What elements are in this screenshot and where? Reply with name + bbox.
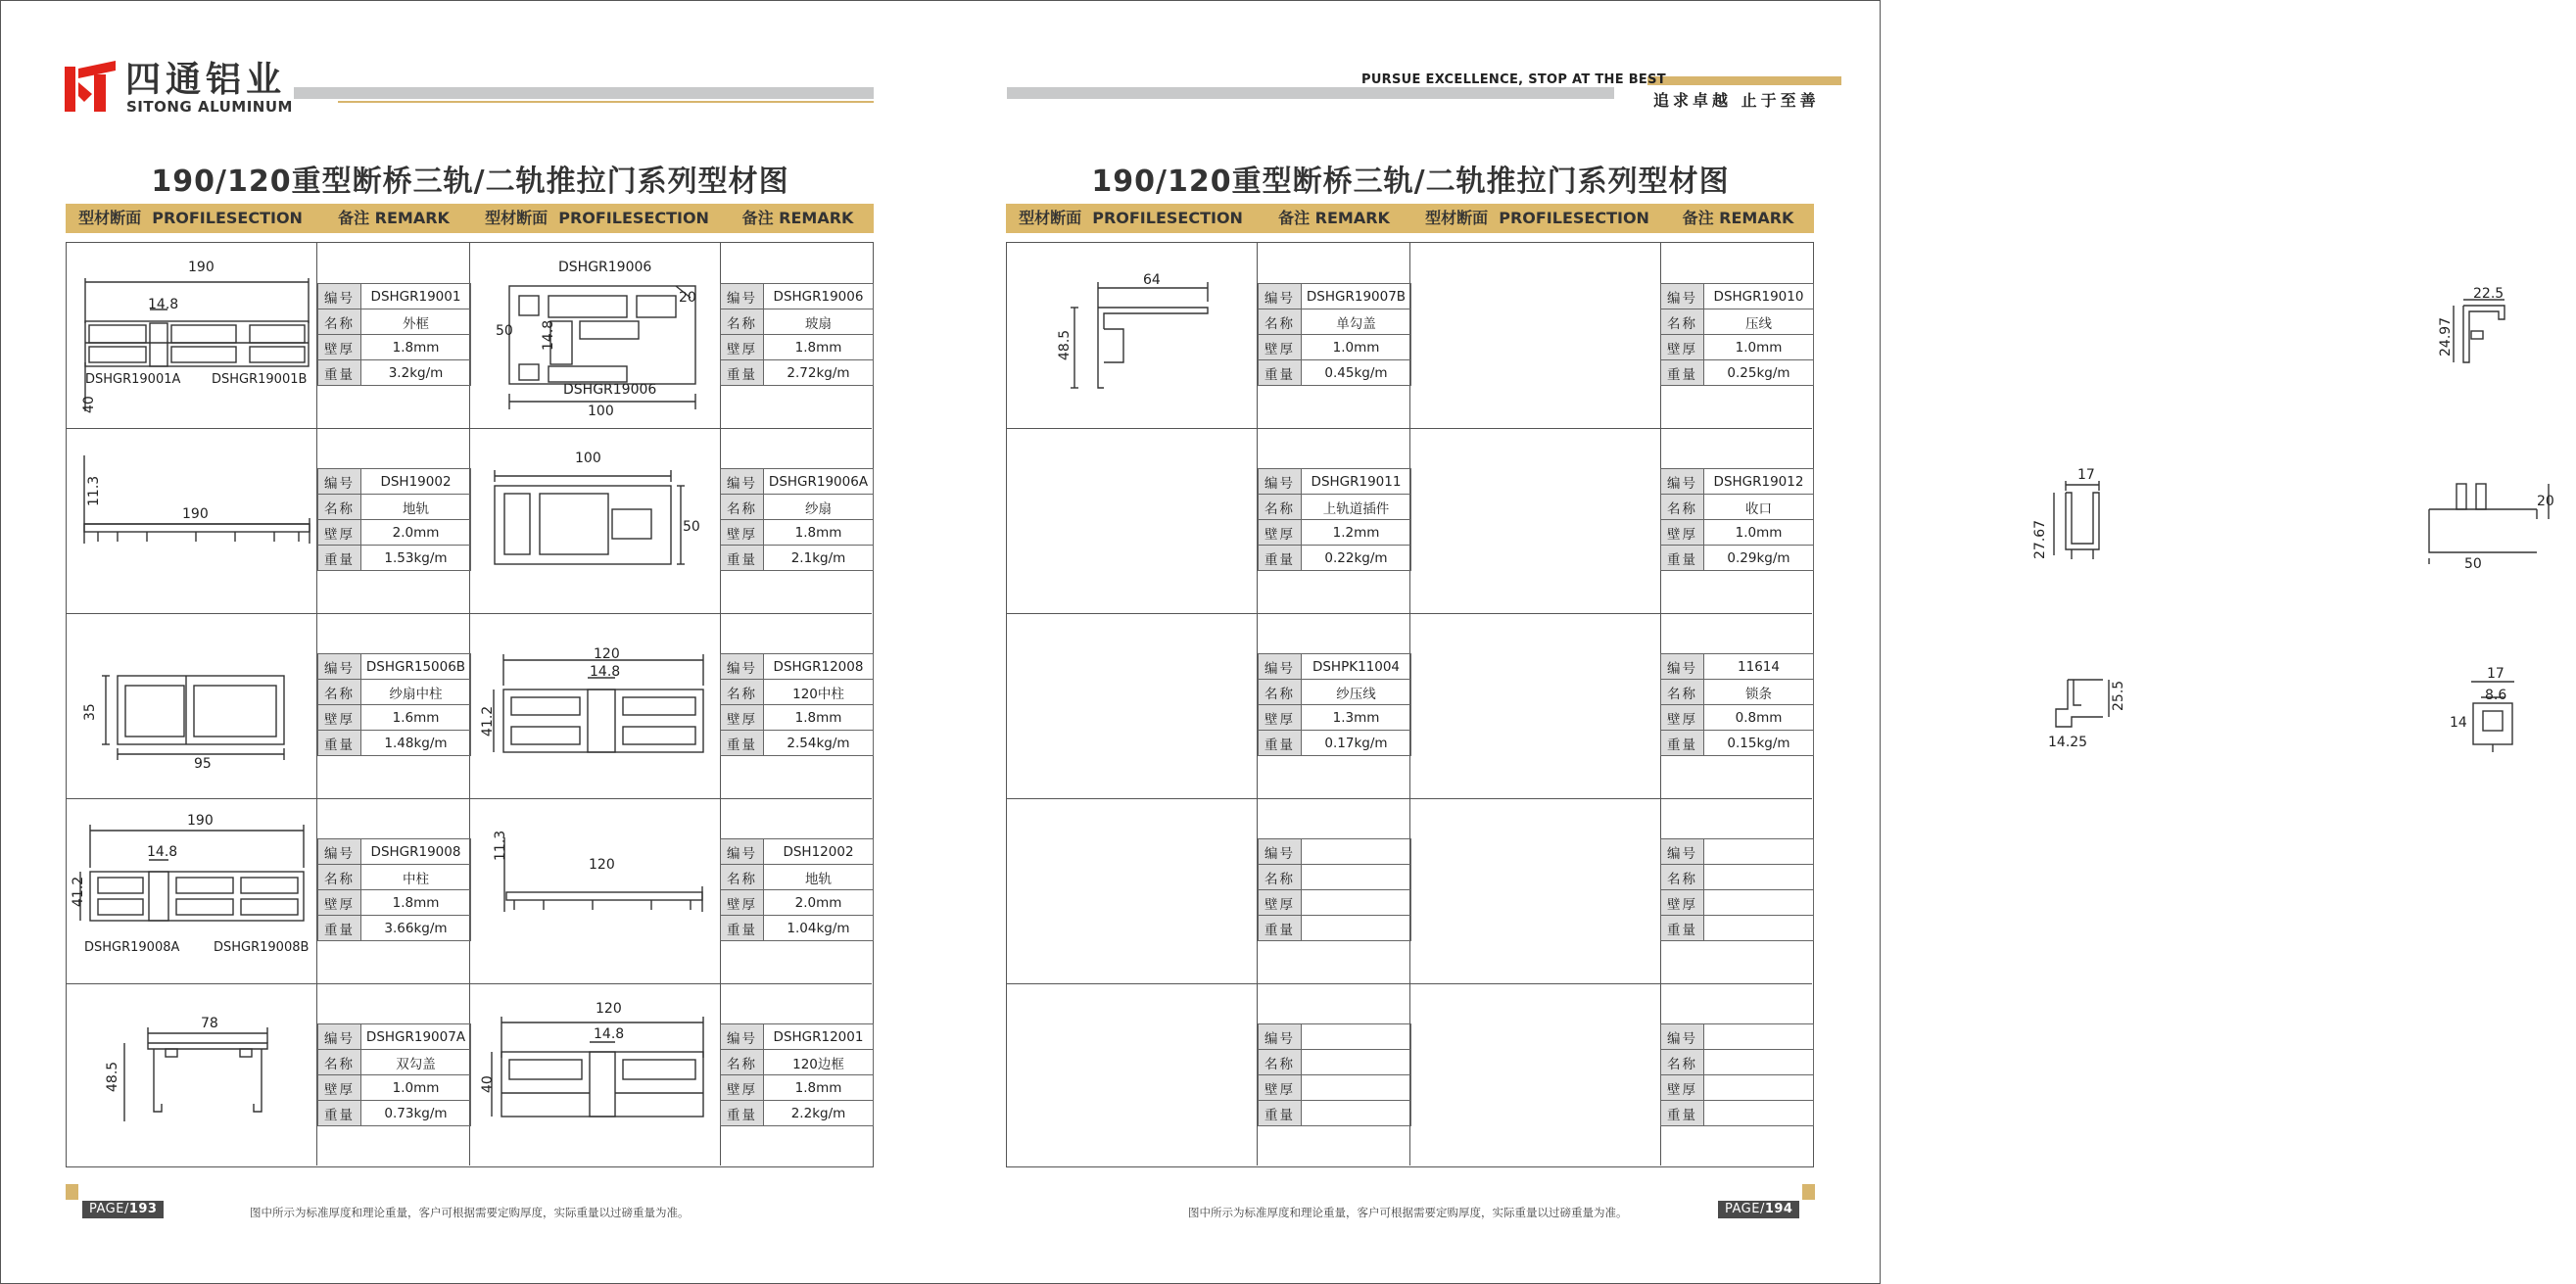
page-title: 190/120重型断桥三轨/二轨推拉门系列型材图 [1091, 165, 1730, 199]
dim-width: 64 [1143, 272, 1161, 288]
dim-height: 41.2 [480, 705, 496, 737]
dim-a: 14.8 [147, 844, 178, 860]
spec-table: 编号 名称 壁厚 重量 [1258, 1023, 1411, 1126]
spec-table: 编号 DSHPK11004 名称 纱压线 壁厚 1.3mm 重量 0.17kg/m [1258, 653, 1411, 756]
dim-height: 50 [496, 323, 513, 339]
spec-table: 编号 DSHGR19001 名称 外框 壁厚 1.8mm 重量 3.2kg/m [317, 283, 471, 386]
page-number: PAGE/193 [82, 1201, 164, 1218]
profile-drawing [69, 813, 313, 960]
header-gold-line [338, 101, 874, 103]
dim-height: 48.5 [1057, 329, 1073, 360]
dim-a: 14.8 [594, 1026, 625, 1042]
brand-name-en: SITONG ALUMINUM [126, 98, 293, 116]
label-a: DSHGR19008A [84, 940, 180, 955]
dim-height: 11.3 [86, 475, 102, 506]
corner-gold-square [66, 1184, 78, 1200]
footer-note: 图中所示为标准厚度和理论重量，客户可根据需要定购厚度，实际重量以过磅重量为准。 [250, 1206, 690, 1219]
table-header [1006, 204, 1814, 233]
spec-table: 编号 名称 壁厚 重量 [1660, 838, 1814, 941]
profile-drawing [78, 646, 313, 774]
dim-width: 120 [594, 646, 620, 662]
profile-drawing [1053, 272, 1219, 400]
corner-gold-square [1802, 1184, 1815, 1200]
profile-drawing [78, 446, 313, 553]
profile-drawing [2444, 664, 2552, 772]
page-number: PAGE/194 [1718, 1201, 1799, 1218]
spec-table: 编号 DSHGR19010 名称 压线 壁厚 1.0mm 重量 0.25kg/m [1660, 283, 1814, 386]
dim-bottom-label: DSHGR19006 [563, 382, 657, 398]
label-a: DSHGR19001A [85, 372, 181, 387]
slogan-en: PURSUE EXCELLENCE, STOP AT THE BEST [1361, 72, 1666, 87]
profile-drawing [490, 257, 705, 423]
dim-a: 14.8 [148, 297, 179, 312]
dim-width: 17 [2077, 467, 2095, 483]
spec-table: 编号 11614 名称 锁条 壁厚 0.8mm 重量 0.15kg/m [1660, 653, 1814, 756]
header-remark: 备注 REMARK [741, 209, 854, 227]
sitong-logo-icon [65, 61, 116, 112]
spec-table: 编号 DSHGR19008 名称 中柱 壁厚 1.8mm 重量 3.66kg/m [317, 838, 471, 941]
brand-name-cn: 四通铝业 [125, 60, 287, 100]
table-header [66, 204, 874, 233]
profile-drawing [485, 828, 710, 926]
dim-height: 48.5 [105, 1061, 120, 1092]
spec-table: 编号 名称 壁厚 重量 [1660, 1023, 1814, 1126]
dim-width: 100 [575, 451, 601, 466]
dim-width: 95 [194, 756, 212, 772]
spec-table: 编号 DSHGR12001 名称 120边框 壁厚 1.8mm 重量 2.2kg/m [720, 1023, 874, 1126]
dim-height: 40 [480, 1075, 496, 1093]
dim-a: 14.8 [590, 664, 621, 680]
dim-height: 27.67 [2032, 519, 2048, 559]
profile-drawing [2042, 666, 2150, 764]
profile-drawing [2438, 284, 2552, 382]
profile-drawing [2032, 465, 2130, 573]
dim-top-label: DSHGR19006 [558, 260, 652, 275]
header-remark: 备注 REMARK [1682, 209, 1794, 227]
footer-note: 图中所示为标准厚度和理论重量，客户可根据需要定购厚度，实际重量以过磅重量为准。 [1188, 1206, 1628, 1219]
dim-width: 22.5 [2473, 286, 2504, 302]
right-page [940, 0, 2554, 1284]
spec-table: 编号 DSHGR19006A 名称 纱扇 壁厚 1.8mm 重量 2.1kg/m [720, 468, 874, 571]
spec-table: 编号 DSHGR19006 名称 玻扇 壁厚 1.8mm 重量 2.72kg/m [720, 283, 874, 386]
dim-height: 41.2 [71, 876, 86, 907]
slogan-cn: 追求卓越 止于至善 [1653, 91, 1820, 110]
header-profile-section: 型材断面 PROFILESECTION [1425, 209, 1649, 227]
label-b: DSHGR19001B [212, 372, 308, 387]
spec-table: 编号 DSHGR15006B 名称 纱扇中柱 壁厚 1.6mm 重量 1.48kg/m [317, 653, 471, 756]
header-profile-section: 型材断面 PROFILESECTION [485, 209, 709, 227]
label-b: DSHGR19008B [214, 940, 310, 955]
dim-width: 120 [589, 857, 615, 873]
dim-a: 14.8 [541, 319, 556, 351]
dim-width: 14.25 [2048, 735, 2088, 750]
header-profile-section: 型材断面 PROFILESECTION [1019, 209, 1243, 227]
dim-height: 24.97 [2438, 316, 2454, 357]
header-profile-section: 型材断面 PROFILESECTION [78, 209, 303, 227]
dim-height: 40 [81, 396, 97, 413]
profile-drawing [485, 451, 705, 573]
dim-b: 20 [679, 290, 696, 306]
page-title: 190/120重型断桥三轨/二轨推拉门系列型材图 [151, 165, 789, 199]
dim-height: 35 [82, 703, 98, 721]
spec-table: 编号 DSHGR19007A 名称 双勾盖 壁厚 1.0mm 重量 0.73kg/m [317, 1023, 471, 1126]
dim-width: 190 [182, 506, 209, 522]
spec-table: 编号 DSH12002 名称 地轨 壁厚 2.0mm 重量 1.04kg/m [720, 838, 874, 941]
header-grey-bar [294, 87, 874, 99]
spec-table: 编号 DSH19002 名称 地轨 壁厚 2.0mm 重量 1.53kg/m [317, 468, 471, 571]
header-remark: 备注 REMARK [1278, 209, 1390, 227]
profile-drawing [480, 999, 710, 1136]
dim-height: 11.3 [493, 830, 508, 861]
spec-table: 编号 DSHGR19007B 名称 单勾盖 壁厚 1.0mm 重量 0.45kg/m [1258, 283, 1411, 386]
dim-a: 8.6 [2485, 688, 2507, 703]
dim-width: 190 [188, 260, 215, 275]
dim-height: 25.5 [2111, 680, 2126, 711]
dim-width: 100 [588, 404, 614, 419]
brand-logo [65, 61, 300, 118]
left-page [0, 0, 940, 1284]
dim-width: 17 [2487, 666, 2504, 682]
header-grey-bar [1007, 87, 1614, 99]
profile-drawing [103, 1014, 299, 1131]
spec-table: 编号 DSHGR12008 名称 120中柱 壁厚 1.8mm 重量 2.54kg/m [720, 653, 874, 756]
spec-table: 编号 名称 壁厚 重量 [1258, 838, 1411, 941]
dim-width: 78 [201, 1016, 218, 1031]
profile-drawing [2419, 470, 2576, 578]
dim-height: 14 [2450, 715, 2467, 731]
dim-height: 50 [683, 519, 700, 535]
dim-width: 50 [2464, 556, 2482, 572]
dim-width: 120 [596, 1001, 622, 1017]
profile-drawing [73, 255, 313, 421]
spec-table: 编号 DSHGR19012 名称 收口 壁厚 1.0mm 重量 0.29kg/m [1660, 468, 1814, 571]
header-remark: 备注 REMARK [338, 209, 450, 227]
profile-drawing [480, 646, 710, 779]
dim-height: 20 [2537, 494, 2554, 509]
spec-table: 编号 DSHGR19011 名称 上轨道插件 壁厚 1.2mm 重量 0.22kg/m [1258, 468, 1411, 571]
dim-width: 190 [187, 813, 214, 829]
header-gold-bar [1647, 76, 1841, 85]
